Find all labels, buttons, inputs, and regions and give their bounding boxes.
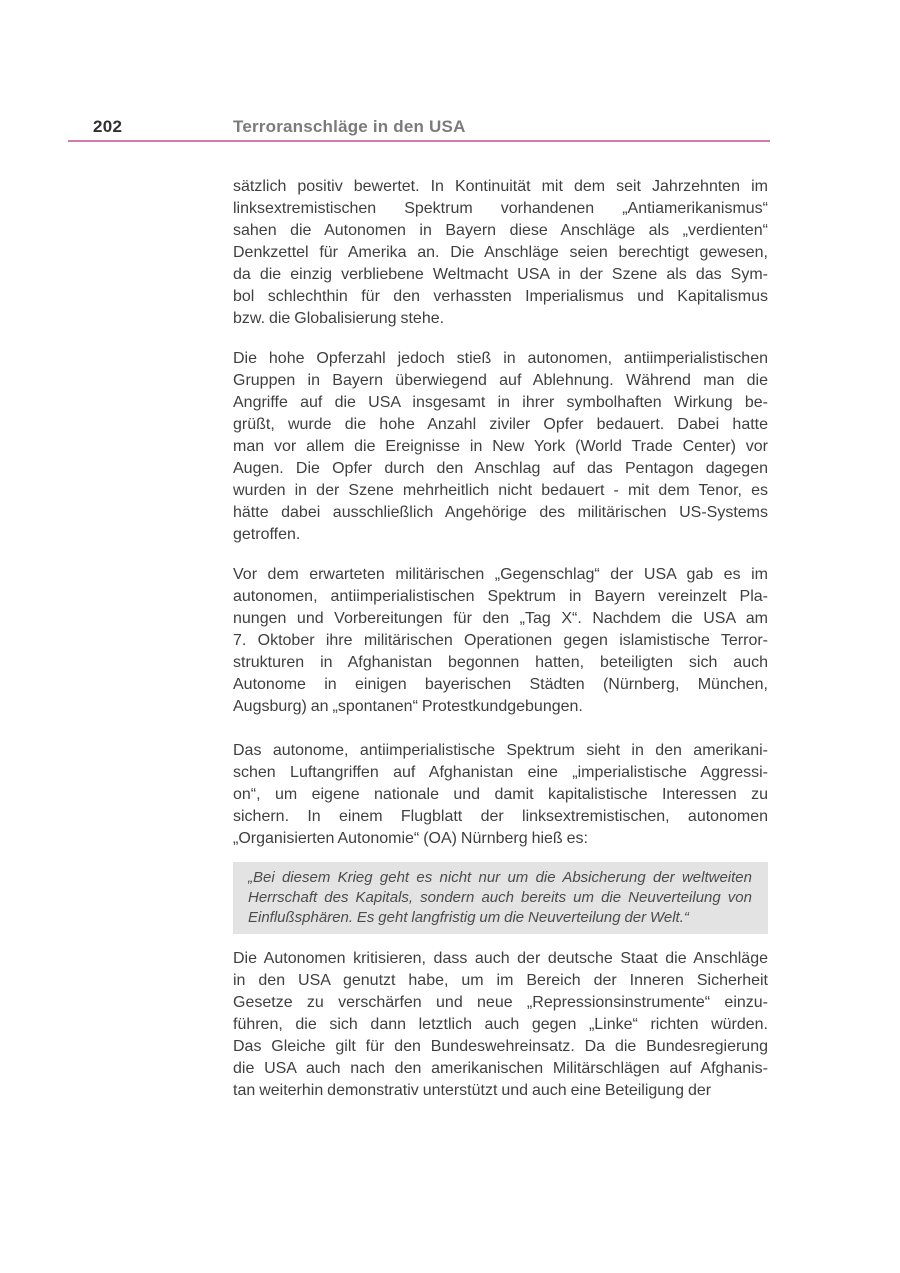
quote-block bbox=[233, 862, 768, 934]
text-line: die USA auch nach den amerikanischen Militärschlägen auf Afghanis- bbox=[233, 1060, 768, 1077]
text-line: Augen. Die Opfer durch den Anschlag auf das Pentagon dagegen bbox=[233, 460, 768, 477]
text-line: Einflußsphären. Es geht langfristig um die Neuverteilung der Welt.“ bbox=[248, 909, 689, 926]
text-line: linksextremistischen Spektrum vorhandenen „Antiamerikanismus“ bbox=[233, 200, 768, 217]
text-line: man vor allem die Ereignisse in New York (World Trade Center) vor bbox=[233, 438, 768, 455]
text-line: nungen und Vorbereitungen für den „Tag X“. Nachdem die USA am bbox=[233, 610, 768, 627]
text-line: grüßt, wurde die hohe Anzahl ziviler Opfer bedauert. Dabei hatte bbox=[233, 416, 768, 433]
text-line: schen Luftangriffen auf Afghanistan eine „imperialistische Aggressi- bbox=[233, 764, 768, 781]
text-line: strukturen in Afghanistan begonnen hatten, beteiligten sich auch bbox=[233, 654, 768, 671]
paragraph bbox=[233, 348, 768, 546]
paragraph bbox=[233, 740, 768, 850]
text-line: da die einzig verbliebene Weltmacht USA in der Szene als das Sym- bbox=[233, 266, 768, 283]
text-line: autonomen, antiimperialistischen Spektrum in Bayern vereinzelt Pla- bbox=[233, 588, 768, 605]
text-line: bol schlechthin für den verhassten Imperialismus und Kapitalismus bbox=[233, 288, 768, 305]
text-line: Das Gleiche gilt für den Bundeswehreinsatz. Da die Bundesregierung bbox=[233, 1038, 768, 1055]
text-line: Gruppen in Bayern überwiegend auf Ablehnung. Während man die bbox=[233, 372, 768, 389]
running-header-title: Terroranschläge in den USA bbox=[233, 117, 466, 136]
text-column bbox=[233, 176, 768, 1102]
text-line: wurden in der Szene mehrheitlich nicht bedauert - mit dem Tenor, es bbox=[233, 482, 768, 499]
page-number: 202 bbox=[93, 117, 123, 136]
text-line: Vor dem erwarteten militärischen „Gegenschlag“ der USA gab es im bbox=[233, 566, 768, 583]
text-line: sichern. In einem Flugblatt der linksextremistischen, autonomen bbox=[233, 808, 768, 825]
paragraph bbox=[233, 564, 768, 718]
text-line: Herrschaft des Kapitals, sondern auch bereits um die Neuverteilung von bbox=[248, 889, 752, 906]
text-line: bzw. die Globalisierung stehe. bbox=[233, 310, 445, 327]
text-line: sätzlich positiv bewertet. In Kontinuität mit dem seit Jahrzehnten im bbox=[233, 178, 768, 195]
text-line: Autonome in einigen bayerischen Städten (Nürnberg, München, bbox=[233, 676, 768, 693]
text-line: hätte dabei ausschließlich Angehörige des militärischen US-Systems bbox=[233, 504, 768, 521]
text-line: „Organisierten Autonomie“ (OA) Nürnberg hieß es: bbox=[233, 830, 588, 847]
text-line: Das autonome, antiimperialistische Spektrum sieht in den amerikani- bbox=[233, 742, 768, 759]
text-line: Die Autonomen kritisieren, dass auch der deutsche Staat die Anschläge bbox=[233, 950, 768, 967]
header-rule bbox=[68, 140, 770, 142]
paragraph bbox=[233, 948, 768, 1102]
text-line: Gesetze zu verschärfen und neue „Repressionsinstrumente“ einzu- bbox=[233, 994, 768, 1011]
text-line: sahen die Autonomen in Bayern diese Anschläge als „verdienten“ bbox=[233, 222, 768, 239]
text-line: on“, um eigene nationale und damit kapitalistische Interessen zu bbox=[233, 786, 768, 803]
paragraph bbox=[233, 176, 768, 330]
text-line: Denkzettel für Amerika an. Die Anschläge seien berechtigt gewesen, bbox=[233, 244, 768, 261]
text-line: Die hohe Opferzahl jedoch stieß in autonomen, antiimperialistischen bbox=[233, 350, 768, 367]
text-line: 7. Oktober ihre militärischen Operationen gegen islamistische Terror- bbox=[233, 632, 768, 649]
text-line: tan weiterhin demonstrativ unterstützt und auch eine Beteiligung der bbox=[233, 1082, 712, 1099]
text-line: führen, die sich dann letztlich auch gegen „Linke“ richten würden. bbox=[233, 1016, 768, 1033]
text-line: Angriffe auf die USA insgesamt in ihrer symbolhaften Wirkung be- bbox=[233, 394, 768, 411]
text-line: „Bei diesem Krieg geht es nicht nur um die Absicherung der weltweiten bbox=[248, 869, 752, 886]
text-line: Augsburg) an „spontanen“ Protestkundgebungen. bbox=[233, 698, 583, 715]
text-line: in den USA genutzt habe, um im Bereich der Inneren Sicherheit bbox=[233, 972, 768, 989]
text-line: getroffen. bbox=[233, 526, 301, 543]
